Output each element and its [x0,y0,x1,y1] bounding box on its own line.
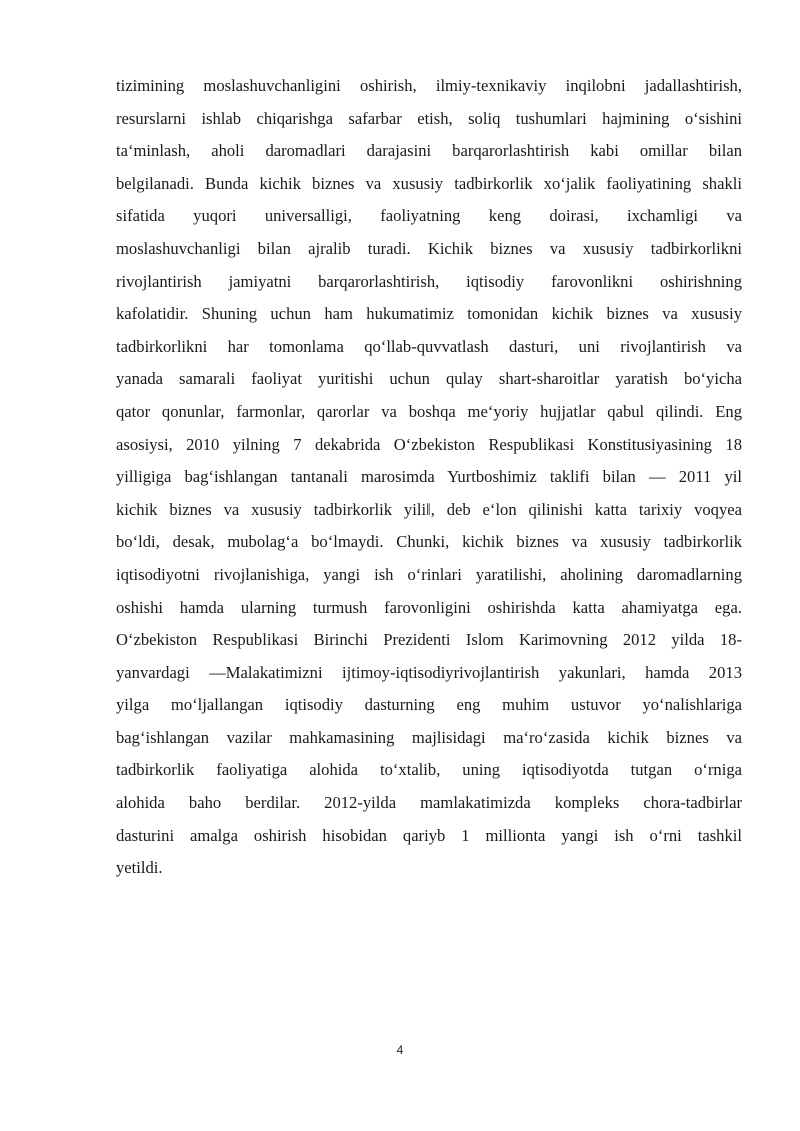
text-line: bo‘ldi, desak, mubolag‘a bo‘lmaydi. Chunki, kichik biznes va xususiy tadbirkorlik [116,532,742,552]
text-line: qator qonunlar, farmonlar, qarorlar va boshqa me‘yoriy hujjatlar qabul qilindi. Eng [116,401,742,421]
text-line: yilga mo‘ljallangan iqtisodiy dasturning eng muhim ustuvor yo‘nalishlariga [116,695,742,715]
text-line: tizimining moslashuvchanligini oshirish, ilmiy-texnikaviy inqilobni jadallashtirish, [116,76,742,95]
text-line: yanvardagi ―Malakatimizni ijtimoy-iqtisodiyrivojlantirish yakunlari, hamda 2013 [116,662,742,682]
text-line: oshishi hamda ularning turmush farovonligini oshirishda katta ahamiyatga ega. [116,597,742,617]
text-line: kafolatidir. Shuning uchun ham hukumatimiz tomonidan kichik biznes va xususiy [116,304,742,324]
text-line: yetildi. [116,858,163,878]
text-line: asosiysi, 2010 yilning 7 dekabrida O‘zbekiston Respublikasi Konstitusiyasining 18 [116,434,742,454]
body-paragraph [116,70,742,885]
text-line: yanada samarali faoliyat yuritishi uchun qulay shart-sharoitlar yaratish bo‘yicha [116,369,742,389]
text-line: moslashuvchanligi bilan ajralib turadi. Kichik biznes va xususiy tadbirkorlikni [116,238,742,258]
text-line: O‘zbekiston Respublikasi Birinchi Prezidenti Islom Karimovning 2012 yilda 18- [116,630,742,650]
text-line: belgilanadi. Bunda kichik biznes va xususiy tadbirkorlik xo‘jalik faoliyatining shakli [116,173,742,193]
text-line: resurslarni ishlab chiqarishga safarbar etish, soliq tushumlari hajmining o‘sishini [116,108,742,128]
text-line: tadbirkorlik faoliyatiga alohida to‘xtalib, uning iqtisodiyotda tutgan o‘rniga [116,760,742,780]
page-number: 4 [396,1043,404,1057]
text-line: dasturini amalga oshirish hisobidan qariyb 1 millionta yangi ish o‘rni tashkil [116,825,742,845]
text-line: tadbirkorlikni har tomonlama qo‘llab-quvvatlash dasturi, uni rivojlantirish va [116,336,742,356]
text-line: sifatida yuqori universalligi, faoliyatning keng doirasi, ixchamligi va [116,206,742,226]
text-line: alohida baho berdilar. 2012-yilda mamlakatimizda kompleks chora-tadbirlar [116,793,742,813]
text-line: rivojlantirish jamiyatni barqarorlashtirish, iqtisodiy farovonlikni oshirishning [116,271,742,291]
text-line: iqtisodiyotni rivojlanishiga, yangi ish o‘rinlari yaratilishi, aholining daromadlarning [116,564,742,584]
text-line: kichik biznes va xususiy tadbirkorlik yili‖, deb e‘lon qilinishi katta tarixiy voqyea [116,499,742,519]
text-line: yilligiga bag‘ishlangan tantanali marosimda Yurtboshimiz taklifi bilan ― 2011 yil [116,467,742,487]
text-line: ta‘minlash, aholi daromadlari darajasini barqarorlashtirish kabi omillar bilan [116,141,742,161]
text-line: bag‘ishlangan vazilar mahkamasining majlisidagi ma‘ro‘zasida kichik biznes va [116,727,742,747]
